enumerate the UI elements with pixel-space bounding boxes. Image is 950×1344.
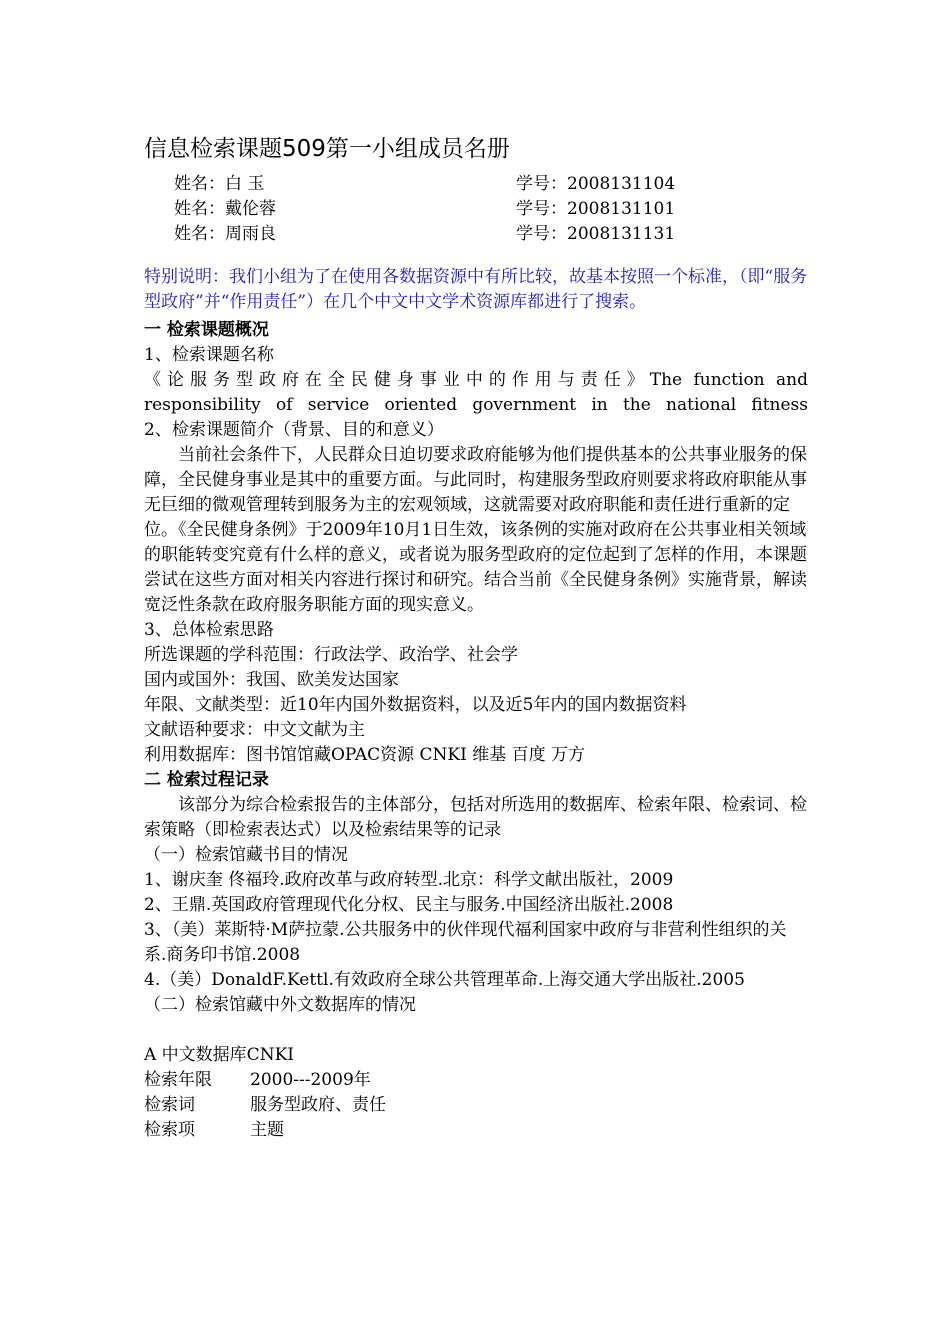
member-id: 学号：2008131131 [516,224,676,244]
plan-line: 国内或国外：我国、欧美发达国家 [144,670,399,690]
section-heading-process: 二 检索过程记录 [144,770,269,790]
database-key: 检索词 [144,1095,195,1115]
member-row [174,197,808,222]
member-id: 学号：2008131104 [516,174,676,194]
member-id: 学号：2008131101 [516,199,676,219]
database-title: A 中文数据库CNKI [144,1045,294,1065]
subheading-catalog: （一）检索馆藏书目的情况 [144,845,348,865]
subheading-topic-name: 1、检索课题名称 [144,345,274,365]
database-value: 主题 [250,1120,284,1140]
member-row [174,172,808,197]
database-key: 检索项 [144,1120,195,1140]
document-body [144,134,808,1143]
member-name: 姓名：周雨良 [174,224,276,244]
database-value: 2000---2009年 [250,1070,371,1090]
plan-line: 年限、文献类型：近10年内国外数据资料，以及近5年内的国内数据资料 [144,695,687,715]
database-row [144,1118,808,1143]
book-entry: 1、谢庆奎 佟福玲.政府改革与政府转型.北京：科学文献出版社，2009 [144,870,674,890]
blank-line [144,1018,808,1043]
book-entry: 3、（美）莱斯特·M萨拉蒙.公共服务中的伙伴现代福利国家中政府与非营利性组织的关系.商务印书馆.2008 [144,920,787,965]
database-row [144,1093,808,1118]
member-list [174,172,808,247]
member-name: 姓名：白 玉 [174,174,265,194]
book-entry: 4.（美）DonaldF.Kettl.有效政府全球公共管理革命.上海交通大学出版社.2005 [144,970,745,990]
topic-line: 《论服务型政府在全民健身事业中的作用与责任》The function and [144,370,808,390]
database-key: 检索年限 [144,1070,212,1090]
member-name: 姓名：戴伦蓉 [174,199,276,219]
subheading-search-plan: 3、总体检索思路 [144,620,274,640]
member-row [174,222,808,247]
plan-line: 利用数据库：图书馆馆藏OPAC资源 CNKI 维基 百度 万方 [144,745,586,765]
plan-line: 所选课题的学科范围：行政法学、政治学、社会学 [144,645,518,665]
subheading-topic-intro: 2、检索课题简介（背景、目的和意义） [144,420,444,440]
subheading-databases: （二）检索馆藏中外文数据库的情况 [144,995,416,1015]
database-value: 服务型政府、责任 [250,1095,386,1115]
topic-line: responsibility of service oriented government in the national fitness [144,395,808,415]
plan-line: 文献语种要求：中文文献为主 [144,720,365,740]
section-heading-overview: 一 检索课题概况 [144,320,269,340]
database-row [144,1068,808,1093]
special-note: 特别说明：我们小组为了在使用各数据资源中有所比较，故基本按照一个标准，（即“服务型政府”并“作用责任”）在几个中文中文学术资源库都进行了搜索。 [144,267,808,312]
intro-paragraph: 当前社会条件下，人民群众日迫切要求政府能够为他们提供基本的公共事业服务的保障，全民健身事业是其中的重要方面。与此同时，构建服务型政府则要求将政府职能从事无巨细的微观管理转到服务为主的宏观领域，这就需要对政府职能和责任进行重新的定位。《全民健身条例》于2009年10月1日生效，该条例的实施对政府在公共事业相关领域的职能转变究竟有什么样的意义，或者说为服务型政府的定位起到了怎样的作用，本课题尝试在这些方面对相关内容进行探讨和研究。结合当前《全民健身条例》实施背景，解读宽泛性条款在政府服务职能方面的现实意义。 [144,445,807,615]
process-intro: 该部分为综合检索报告的主体部分，包括对所选用的数据库、检索年限、检索词、检索策略（即检索表达式）以及检索结果等的记录 [144,795,807,840]
book-entry: 2、王鼎.英国政府管理现代化分权、民主与服务.中国经济出版社.2008 [144,895,674,915]
page-title: 信息检索课题509第一小组成员名册 [144,136,510,162]
